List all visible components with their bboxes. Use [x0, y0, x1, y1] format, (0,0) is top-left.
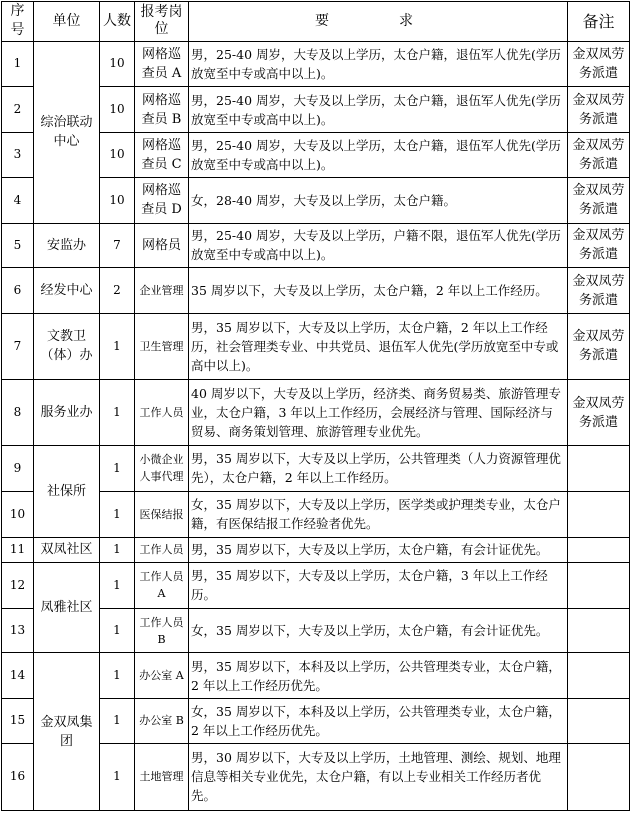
note-cell: [568, 537, 630, 562]
seq-cell: 16: [2, 743, 34, 810]
post-cell: 网格巡查员 D: [135, 177, 189, 223]
post-cell: 工作人员 A: [135, 562, 189, 608]
note-cell: [568, 653, 630, 699]
note-cell: 金双凤劳务派遣: [568, 41, 630, 87]
seq-cell: 5: [2, 223, 34, 268]
unit-cell: 金双凤集团: [34, 653, 100, 811]
seq-cell: 4: [2, 177, 34, 223]
post-cell: 办公室 B: [135, 699, 189, 744]
unit-cell: 社保所: [34, 446, 100, 537]
header-unit: 单位: [34, 2, 100, 42]
count-cell: 7: [100, 223, 135, 268]
note-cell: 金双凤劳务派遣: [568, 87, 630, 133]
note-cell: 金双凤劳务派遣: [568, 223, 630, 268]
seq-cell: 13: [2, 608, 34, 653]
table-row: [2, 223, 630, 268]
unit-cell: 文教卫（体）办: [34, 313, 100, 379]
count-cell: 1: [100, 653, 135, 699]
count-cell: 1: [100, 699, 135, 744]
seq-cell: 3: [2, 133, 34, 178]
requirements-cell: 男，35 周岁以下，大专及以上学历，太仓户籍，2 年以上工作经历，社会管理类专业、中共党员、退伍军人优先(学历放宽至中专或高中以上)。: [189, 313, 568, 379]
requirements-cell: 男，35 周岁以下，大专及以上学历，太仓户籍，3 年以上工作经历。: [189, 562, 568, 608]
count-cell: 10: [100, 87, 135, 133]
note-cell: [568, 743, 630, 810]
post-cell: 网格巡查员 A: [135, 41, 189, 87]
unit-cell: 双凤社区: [34, 537, 100, 562]
table-row: [2, 653, 630, 699]
header-row: [2, 2, 630, 42]
table-row: [2, 41, 630, 87]
table-row: [2, 380, 630, 446]
seq-cell: 12: [2, 562, 34, 608]
table-row: [2, 313, 630, 379]
note-cell: [568, 562, 630, 608]
note-cell: 金双凤劳务派遣: [568, 177, 630, 223]
seq-cell: 15: [2, 699, 34, 744]
seq-cell: 1: [2, 41, 34, 87]
requirements-cell: 男，35 周岁以下，大专及以上学历，太仓户籍，有会计证优先。: [189, 537, 568, 562]
seq-cell: 2: [2, 87, 34, 133]
post-cell: 小微企业人事代理: [135, 446, 189, 492]
requirements-cell: 男，35 周岁以下，本科及以上学历，公共管理类专业，太仓户籍，2 年以上工作经历优先。: [189, 653, 568, 699]
post-cell: 工作人员: [135, 380, 189, 446]
unit-cell: 综治联动中心: [34, 41, 100, 223]
seq-cell: 6: [2, 268, 34, 314]
post-cell: 工作人员: [135, 537, 189, 562]
post-cell: 土地管理: [135, 743, 189, 810]
requirements-cell: 男，30 周岁以下，大专及以上学历，土地管理、测绘、规划、地理信息等相关专业优先，太仓户籍，有以上专业相关工作经历者优先。: [189, 743, 568, 810]
requirements-cell: 女，28-40 周岁，大专及以上学历，太仓户籍。: [189, 177, 568, 223]
post-cell: 工作人员 B: [135, 608, 189, 653]
requirements-cell: 40 周岁以下，大专及以上学历，经济类、商务贸易类、旅游管理专业，太仓户籍，3 年以上工作经历，会展经济与管理、国际经济与贸易、商务策划管理、旅游管理专业优先。: [189, 380, 568, 446]
unit-cell: 经发中心: [34, 268, 100, 314]
note-cell: 金双凤劳务派遣: [568, 380, 630, 446]
count-cell: 1: [100, 313, 135, 379]
count-cell: 10: [100, 41, 135, 87]
post-cell: 网格员: [135, 223, 189, 268]
unit-cell: 凤雅社区: [34, 562, 100, 652]
count-cell: 1: [100, 491, 135, 537]
header-post: 报考岗位: [135, 2, 189, 42]
count-cell: 1: [100, 537, 135, 562]
header-note: 备注: [568, 2, 630, 42]
count-cell: 2: [100, 268, 135, 314]
table-row: [2, 446, 630, 492]
requirements-cell: 女，35 周岁以下，本科及以上学历，公共管理类专业，太仓户籍，2 年以上工作经历优先。: [189, 699, 568, 744]
count-cell: 1: [100, 743, 135, 810]
seq-cell: 10: [2, 491, 34, 537]
count-cell: 1: [100, 608, 135, 653]
requirements-cell: 男，25-40 周岁，大专及以上学历，太仓户籍，退伍军人优先(学历放宽至中专或高中以上)。: [189, 87, 568, 133]
note-cell: 金双凤劳务派遣: [568, 133, 630, 178]
header-seq: 序号: [2, 2, 34, 42]
recruitment-table: [1, 1, 630, 811]
table-row: [2, 268, 630, 314]
count-cell: 10: [100, 133, 135, 178]
table-row: [2, 562, 630, 608]
requirements-cell: 男，25-40 周岁，大专及以上学历，太仓户籍，退伍军人优先(学历放宽至中专或高中以上)。: [189, 41, 568, 87]
count-cell: 1: [100, 380, 135, 446]
note-cell: [568, 446, 630, 492]
note-cell: [568, 491, 630, 537]
table-row: [2, 537, 630, 562]
post-cell: 网格巡查员 C: [135, 133, 189, 178]
post-cell: 办公室 A: [135, 653, 189, 699]
post-cell: 网格巡查员 B: [135, 87, 189, 133]
seq-cell: 14: [2, 653, 34, 699]
note-cell: 金双凤劳务派遣: [568, 313, 630, 379]
post-cell: 医保结报: [135, 491, 189, 537]
seq-cell: 8: [2, 380, 34, 446]
note-cell: 金双凤劳务派遣: [568, 268, 630, 314]
requirements-cell: 女，35 周岁以下，大专及以上学历，医学类或护理类专业，太仓户籍，有医保结报工作经验者优先。: [189, 491, 568, 537]
post-cell: 卫生管理: [135, 313, 189, 379]
count-cell: 10: [100, 177, 135, 223]
seq-cell: 9: [2, 446, 34, 492]
count-cell: 1: [100, 446, 135, 492]
header-count: 人数: [100, 2, 135, 42]
note-cell: [568, 699, 630, 744]
unit-cell: 安监办: [34, 223, 100, 268]
requirements-cell: 男，35 周岁以下，大专及以上学历，公共管理类（人力资源管理优先），太仓户籍，2 年以上工作经历。: [189, 446, 568, 492]
requirements-cell: 35 周岁以下，大专及以上学历，太仓户籍，2 年以上工作经历。: [189, 268, 568, 314]
requirements-cell: 女，35 周岁以下，大专及以上学历，太仓户籍，有会计证优先。: [189, 608, 568, 653]
requirements-cell: 男，25-40 周岁，大专及以上学历，户籍不限，退伍军人优先(学历放宽至中专或高中以上)。: [189, 223, 568, 268]
count-cell: 1: [100, 562, 135, 608]
post-cell: 企业管理: [135, 268, 189, 314]
requirements-cell: 男，25-40 周岁，大专及以上学历，太仓户籍，退伍军人优先(学历放宽至中专或高中以上)。: [189, 133, 568, 178]
seq-cell: 11: [2, 537, 34, 562]
unit-cell: 服务业办: [34, 380, 100, 446]
seq-cell: 7: [2, 313, 34, 379]
note-cell: [568, 608, 630, 653]
header-requirements: 要 求: [189, 2, 568, 42]
